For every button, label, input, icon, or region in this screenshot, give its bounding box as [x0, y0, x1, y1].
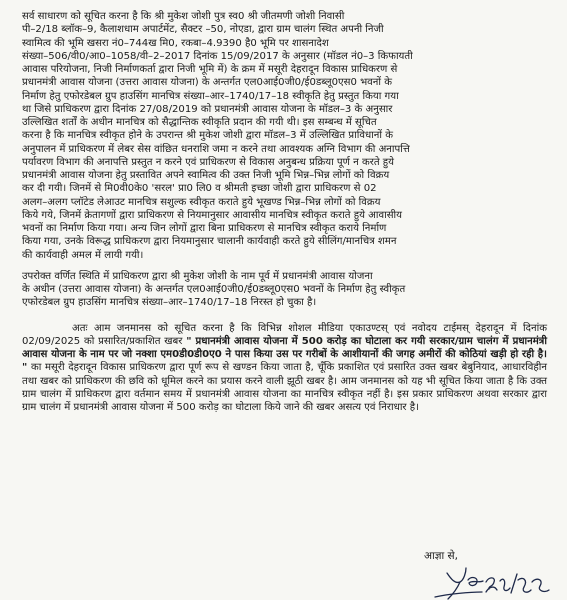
p1-line: आवास परियोजना, निजी निर्माणकर्ता द्वारा निजी भूमि में) के क्रम में मसूरी देहरादून विकास प्राधिकरण से: [22, 64, 398, 75]
signature-stroke: [500, 579, 510, 590]
p1-line: किये गये, जिनमें क्रेतागणों द्वारा प्राधिकरण से नियमानुसार आवासीय मानचित्र स्वीकृत कराते हुये आवासीय: [22, 209, 402, 221]
signature-stroke: [511, 574, 517, 593]
signature-stroke: [435, 592, 482, 597]
p1-line: किया गया, उनके विरूद्ध प्राधिकरण द्वारा नियमानुसार चालानी कार्यवाही करते हुये सीलिंग/मानचित्र शमन: [22, 236, 397, 248]
p3-text-rebuttal: का मसूरी देहरादून विकास प्राधिकरण द्वारा पूर्ण रूप से खण्डन किया जाता है, चूँकि प्रकाशित एवं प्रसारित उक्त खबर बेबुनियाद, आधारविहीन तथा खबर को प्राधिकरण की छवि को धूमिल करने का प्रयास करने वाली झूठी खबर है। आम जनमानस को यह भी सूचित किया जाता है कि उक्त ग्राम चालंग में प्राधिकरण द्वारा वर्तमान समय में प्रधानमंत्री आवास योजना का मानचित्र स्वीकृत नहीं है। इस प्रकार प्राधिकरण अथवा सरकार द्वारा ग्राम चालंग में प्रधानमंत्री आवास योजना में 500 करोड़ का घोटाला किये जाने की खबर असत्य एवं निराधार है।: [22, 362, 547, 413]
notice-paragraph-1: [22, 10, 547, 262]
signature-stroke: [532, 579, 549, 591]
p3-quoted-headline: " प्रधानमंत्री आवास योजना में 500 करोड़ का घोटाला कर गयी सरकार/ग्राम चालंग में प्रधानमंत्री आवास योजना के नाम पर जो नक्शा एम0डी0डी0ए0 ने पास किया उस पर गरीबों के आशीयानों की जगह अमीरों की कोठियां खड़ी हो रही है। ": [22, 335, 547, 374]
p1-line: कर दी गयी। जिनमें से मि0वी0के0 'सरल' प्रा0 लि0 व श्रीमती इच्छा जोशी द्वारा प्राधिकरण से 02: [22, 183, 377, 195]
p1-line: प्रधानमंत्री आवास योजना हेतु प्रस्तावित अपने स्वामित्व की उक्त निजी भूमि भिन्न–भिन्न लोगों को विक्रय: [22, 170, 390, 181]
signature-stroke: [486, 578, 494, 589]
p1-line: संख्या–506/वी0/आ0–1058/वी–2–2017 दिनांक 15/09/2017 के अनुसार (मॉडल नं0–3 किफायती: [22, 50, 413, 62]
notice-paragraph-3: [22, 322, 547, 415]
p1-line: अनुपालन में प्राधिकरण में लेबर सेस वांछित धनराशि जमा न करने तथा आवश्यक अग्नि विभाग की अनापत्ति: [22, 143, 410, 155]
p1-line: स्वामित्व की भूमि खसरा नं0–744ख मि0, रकबा–4.9390 है0 भूमि पर शासनादेश: [22, 37, 329, 49]
p1-line: था जिसे प्राधिकरण द्वारा दिनांक 27/08/2019 को प्रधानमंत्री आवास योजना के मॉडल–3 के अनुसार: [22, 103, 393, 115]
p2-line: के अधीन (उत्तरा आवास योजना) के अन्तर्गत एल0आई0जी0/ई0डब्लू0एस0 भवनों के निर्माण हेतु स्वीकृत: [22, 284, 406, 295]
signature-stroke: [448, 582, 460, 599]
p1-line: सर्व साधारण को सूचित करना है कि श्री मुकेश जोशी पुत्र स्व0 श्री जीतमणी जोशी निवासी: [22, 11, 345, 22]
signature-stroke: [518, 578, 531, 592]
p1-line: की कार्यवाही अमल में लायी गयी।: [22, 249, 144, 261]
p1-line: निर्माण हेतु एफोरडेबल ग्रुप हाउसिंग मानचित्र संख्या–आर–1740/17–18 स्वीकृति हेतु प्रस्तुत किया गया: [22, 90, 399, 102]
signature-label: आज्ञा से,: [424, 550, 458, 562]
p1-line: भवनों का निर्माण किया गया। अन्य जिन लोगों द्वारा बिना प्राधिकरण से मानचित्र स्वीकृत कराये निर्माण: [22, 223, 387, 234]
p1-line: उल्लिखित शर्तों के अधीन मानचित्र को सैद्धान्तिक स्वीकृति प्रदान की गयी थी। इस सम्बन्ध में सूचित: [22, 117, 377, 128]
p1-line: पर्यावरण विभाग की अनापत्ति प्रस्तुत न करने एवं प्राधिकरण से विकास अनुबन्ध प्रक्रिया पूर्ण न करते हुये: [22, 156, 395, 168]
p1-line: प्रधानमंत्री आवास योजना (उत्तरा आवास योजना) के अन्तर्गत एल0आई0जी0/ई0डब्लू0एस0 भवनों के: [22, 77, 392, 89]
p1-line: अलग–अलग प्लॉटेड लेआउट मानचित्र सशुल्क स्वीकृत कराते हुये भूखण्ड भिन्न–भिन्न लोगों को विक्रय: [22, 196, 381, 208]
p1-line: पी–2/18 ब्लॉक–9, कैलाशधाम अपार्टमेंट, सैक्टर –50, नोएडा, द्वारा ग्राम चालंग स्थित अपनी निजी: [22, 24, 384, 36]
notice-paragraph-2: [22, 270, 547, 310]
signature-stroke: [468, 578, 483, 586]
signature-stroke: [486, 587, 497, 592]
signature-stroke: [447, 568, 466, 582]
p1-line: करना है कि मानचित्र स्वीकृत होने के उपरान्त श्री मुकेश जोशी द्वारा मॉडल–3 में उल्लिखित प्राविधानों के: [22, 130, 393, 142]
p2-line: एफोरडेबल ग्रुप हाउसिंग मानचित्र संख्या–आर–1740/17–18 निरस्त हो चुका है।: [22, 297, 317, 309]
p3-text-intro: अतः आम जनमानस को सूचित करना है कि विभिन्न शोशल मीडिया एकाउण्टस् एवं नवोदय टाईमस् देहरादून में दिनांक 02/09/2025 को प्रसारित/प्रकाशित खबर: [22, 322, 547, 347]
p2-line: उपरोक्त वर्णित स्थिति में प्राधिकरण द्वारा श्री मुकेश जोशी के नाम पूर्व में प्रधानमंत्री आवास योजना: [22, 270, 373, 282]
